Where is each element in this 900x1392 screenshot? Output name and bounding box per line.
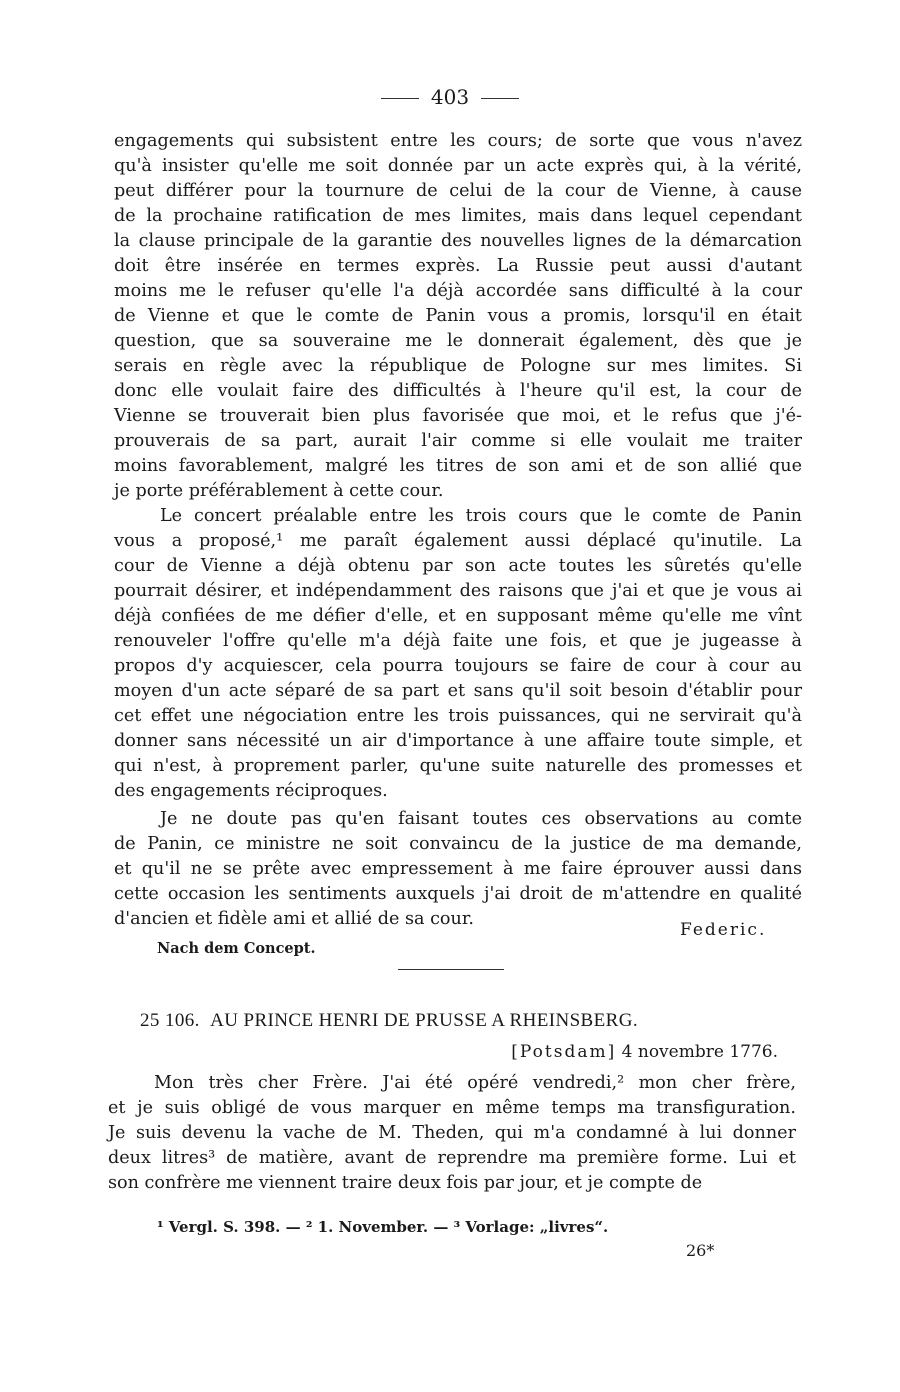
text-line: Le concert préalable entre les trois cours que le comte de Panin — [160, 506, 802, 526]
text-line: je porte préférablement à cette cour. — [114, 481, 444, 501]
letter-dateline — [440, 1040, 778, 1064]
text-line: prouverais de sa part, aurait l'air comme si elle voulait me traiter — [114, 431, 802, 451]
text-line: cour de Vienne a déjà obtenu par son acte toutes les sûretés qu'elle — [114, 556, 802, 576]
paragraph-conclusion — [114, 807, 802, 932]
header-rule-right — [481, 98, 519, 99]
section-separator — [398, 969, 504, 970]
footnotes: ¹ Vergl. S. 398. — ² 1. November. — ³ Vorlage: „livres“. — [157, 1218, 609, 1236]
letter-heading — [140, 1008, 800, 1034]
text-line: cet effet une négociation entre les trois puissances, qui ne servirait qu'à — [114, 706, 802, 726]
signature: Federic. — [680, 920, 767, 940]
text-line: renouveler l'offre qu'elle m'a déjà faite une fois, et que je jugeasse à — [114, 631, 802, 651]
signature-mark: 26* — [686, 1241, 715, 1260]
text-line: vous a proposé,¹ me paraît également aussi déplacé qu'inutile. La — [114, 531, 802, 551]
continuation-paragraph — [114, 129, 802, 504]
text-line: de la prochaine ratification de mes limites, mais dans lequel cependant — [114, 206, 802, 226]
letter-title: AU PRINCE HENRI DE PRUSSE A RHEINSBERG. — [210, 1010, 638, 1031]
text-line: Vienne se trouverait bien plus favorisée que moi, et le refus que j'é- — [114, 406, 802, 426]
text-line: donner sans nécessité un air d'importance à une affaire toute simple, et — [114, 731, 802, 751]
source-note: Nach dem Concept. — [157, 940, 316, 957]
text-line: des engagements réciproques. — [114, 781, 388, 801]
text-line: son confrère me viennent traire deux fois par jour, et je compte de — [108, 1173, 703, 1193]
text-line: peut différer pour la tournure de celui de la cour de Vienne, à cause — [114, 181, 802, 201]
text-line: qui n'est, à proprement parler, qu'une suite naturelle des promesses et — [114, 756, 802, 776]
paragraph-concert — [114, 504, 802, 804]
text-line: engagements qui subsistent entre les cours; de sorte que vous n'avez — [114, 131, 802, 151]
text-line: question, que sa souveraine me le donnerait également, dès que je — [114, 331, 802, 351]
page-number-header — [0, 84, 900, 110]
text-line: qu'à insister qu'elle me soit donnée par un acte exprès qui, à la vérité, — [114, 156, 802, 176]
text-line: deux litres³ de matière, avant de reprendre ma première forme. Lui et — [108, 1148, 796, 1168]
letter-body — [108, 1071, 796, 1196]
text-line: moins favorablement, malgré les titres de son ami et de son allié que — [114, 456, 802, 476]
text-line: et qu'il ne se prête avec empressement à me faire éprouver aussi dans — [114, 859, 802, 879]
letter-number: 25 106. — [140, 1010, 200, 1031]
text-line: moyen d'un acte séparé de sa part et sans qu'il soit besoin d'établir pour — [114, 681, 802, 701]
text-line: Je ne doute pas qu'en faisant toutes ces observations au comte — [160, 809, 802, 829]
text-line: de Vienne et que le comte de Panin vous a promis, lorsqu'il en était — [114, 306, 802, 326]
text-line: serais en règle avec la république de Pologne sur mes limites. Si — [114, 356, 802, 376]
text-line: pourrait désirer, et indépendamment des raisons que j'ai et que je vous ai — [114, 581, 802, 601]
page-number: 403 — [430, 85, 470, 109]
text-line: la clause principale de la garantie des nouvelles lignes de la démarcation — [114, 231, 802, 251]
text-line: et je suis obligé de vous marquer en même temps ma transfiguration. — [108, 1098, 796, 1118]
text-line: moins me le refuser qu'elle l'a déjà accordée sans difficulté à la cour — [114, 281, 802, 301]
text-line: cette occasion les sentiments auxquels j'ai droit de m'attendre en qualité — [114, 884, 802, 904]
text-line: de Panin, ce ministre ne soit convaincu de la justice de ma demande, — [114, 834, 802, 854]
text-line: Je suis devenu la vache de M. Theden, qui m'a condamné à lui donner — [108, 1123, 796, 1143]
text-line: doit être insérée en termes exprès. La Russie peut aussi d'autant — [114, 256, 802, 276]
text-line: déjà confiées de me défier d'elle, et en supposant même qu'elle me vînt — [114, 606, 802, 626]
text-line: Mon très cher Frère. J'ai été opéré vendredi,² mon cher frère, — [154, 1073, 796, 1093]
letter-date: 4 novembre 1776. — [621, 1042, 778, 1062]
text-line: d'ancien et fidèle ami et allié de sa cour. — [114, 909, 474, 929]
text-line: propos d'y acquiescer, cela pourra toujours se faire de cour à cour au — [114, 656, 802, 676]
header-rule-left — [381, 98, 419, 99]
letter-place: [Potsdam] — [511, 1042, 617, 1062]
text-line: donc elle voulait faire des difficultés à l'heure qu'il est, la cour de — [114, 381, 802, 401]
